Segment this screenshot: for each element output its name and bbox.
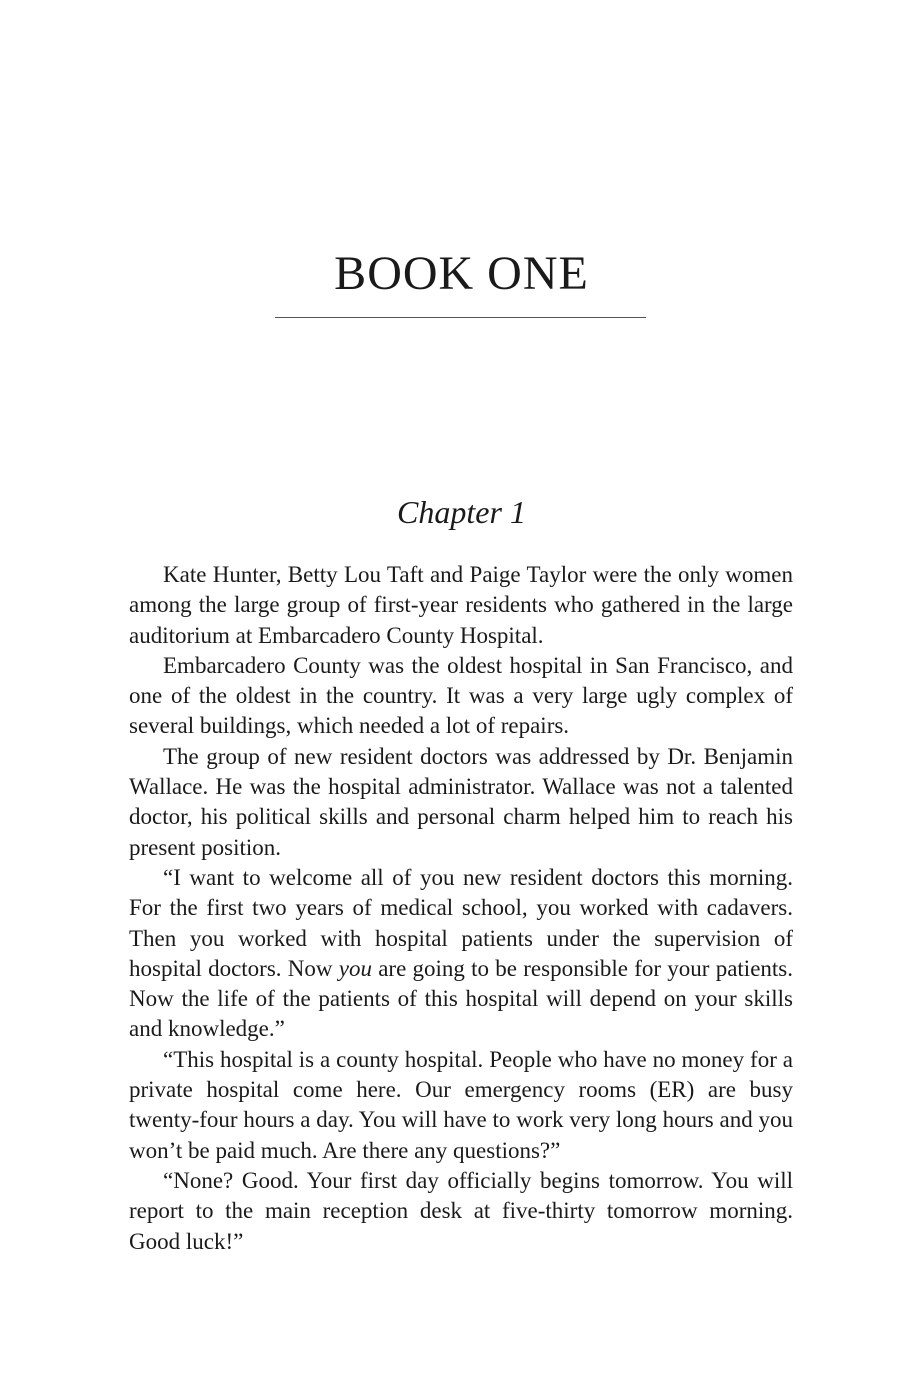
paragraph-3: The group of new resident doctors was addressed by Dr. Benjamin Wallace. He was the hospital administrator. Wallace was not a talented doctor, his political skills and personal charm helped him to reach his present position. [129,743,793,860]
paragraph-2: Embarcadero County was the oldest hospital in San Francisco, and one of the oldest in the country. It was a very large ugly complex of several buildings, which needed a lot of repairs. [129,652,793,739]
paragraph-4 [129,863,793,1045]
book-title: BOOK ONE [334,247,589,300]
paragraph-5: “This hospital is a county hospital. People who have no money for a private hospital come here. Our emergency rooms (ER) are busy twenty-four hours a day. You will have to work very long hours and you won’t be paid much. Are there any questions?” [129,1046,793,1163]
paragraph-1: Kate Hunter, Betty Lou Taft and Paige Taylor were the only women among the large group of first-year residents who gathered in the large auditorium at Embarcadero County Hospital. [129,562,793,648]
paragraph-4-emphasis: you [338,955,372,981]
paragraph-4-text-end: are going to be responsible for your patients. Now the life of the patients of this hospital will depend on your skills and knowledge.” [129,955,794,1042]
paragraph-4-text-start: “I want to welcome all of you new resident doctors this morning. For the first two years of medical school, you worked with cadavers. Then you worked with hospital patients under the supervision of hospital doctors. Now [129,864,793,981]
chapter-body [129,560,793,1257]
chapter-title: Chapter 1 [397,494,526,530]
title-divider [275,317,646,318]
paragraph-6: “None? Good. Your first day officially begins tomorrow. You will report to the main reception desk at five-thirty tomorrow morning. Good luck!” [129,1167,793,1254]
